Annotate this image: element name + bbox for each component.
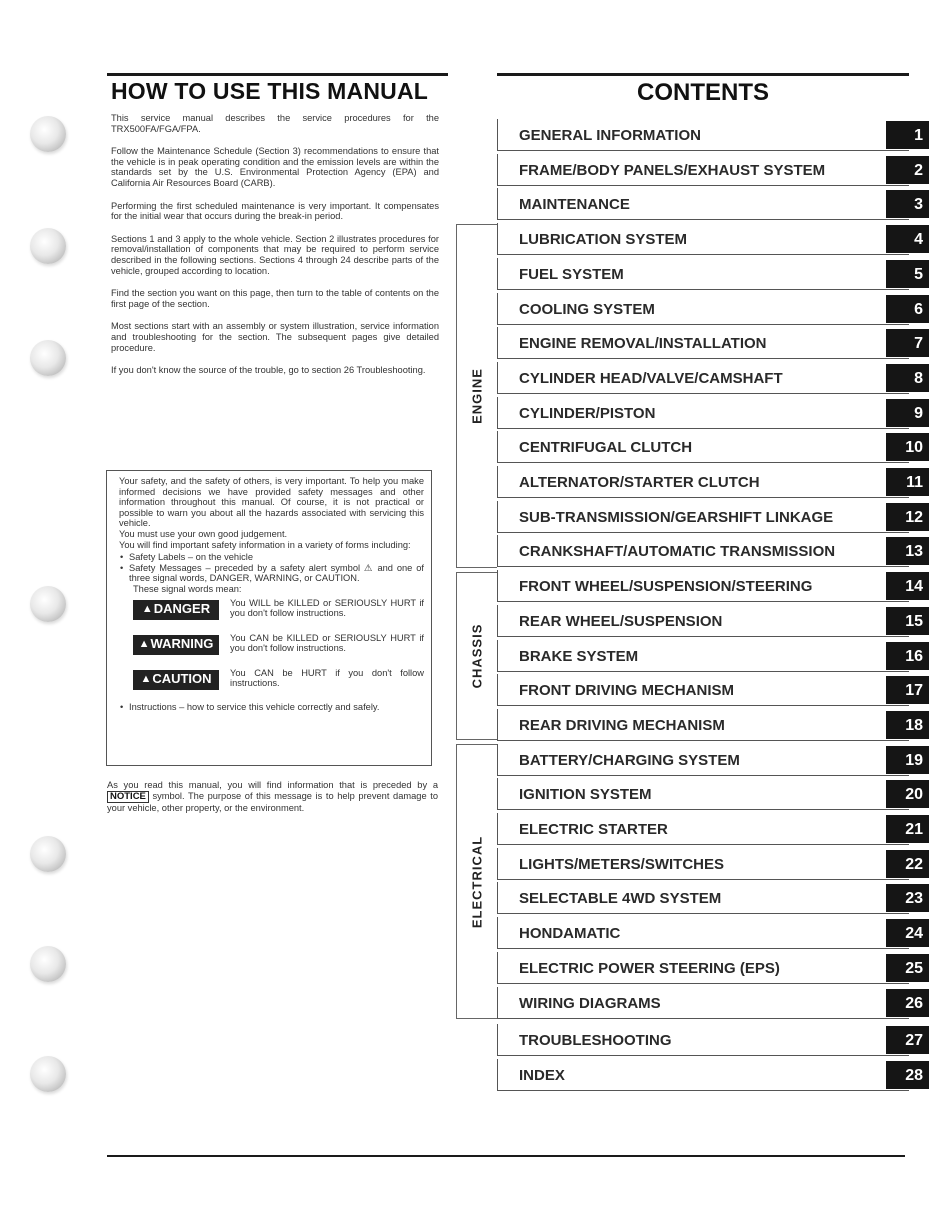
section-tab[interactable]: 11: [886, 468, 929, 496]
section-tab[interactable]: 24: [886, 919, 929, 947]
section-tab[interactable]: 16: [886, 642, 929, 670]
contents-row-label: CYLINDER/PISTON: [519, 405, 656, 422]
caution-word: CAUTION: [152, 671, 212, 687]
contents-row[interactable]: [497, 431, 909, 463]
contents-row[interactable]: [497, 987, 909, 1019]
notice-paragraph: [107, 780, 438, 814]
contents-row-label: CENTRIFUGAL CLUTCH: [519, 439, 693, 456]
danger-description: You WILL be KILLED or SERIOUSLY HURT if you don't follow instructions.: [230, 597, 424, 619]
contents-row-label: FRAME/BODY PANELS/EXHAUST SYSTEM: [519, 162, 826, 179]
contents-row[interactable]: [497, 397, 909, 429]
contents-row-label: ALTERNATOR/STARTER CLUTCH: [519, 474, 760, 491]
section-tab[interactable]: 25: [886, 954, 929, 982]
notice-text-before: As you read this manual, you will find information that is preceded by a: [107, 780, 438, 790]
contents-row-label: LUBRICATION SYSTEM: [519, 231, 688, 248]
group-electrical-label: ELECTRICAL: [469, 835, 485, 928]
contents-row-label: MAINTENANCE: [519, 196, 630, 213]
section-tab[interactable]: 13: [886, 537, 929, 565]
section-tab[interactable]: 6: [886, 295, 929, 323]
intro-paragraph: Follow the Maintenance Schedule (Section 3) recommendations to ensure that the vehicle is in peak operating condition and the emission levels are within the standards set by the U.S. Environmental Protection Agency (EPA) and California Air Resources Board (CARB).: [111, 146, 439, 188]
contents-row[interactable]: [497, 362, 909, 394]
contents-row[interactable]: [497, 535, 909, 567]
safety-forms-line: You will find important safety information in a variety of forms including:: [119, 539, 411, 550]
alert-triangle-icon: ▲: [140, 673, 152, 686]
section-tab[interactable]: 12: [886, 503, 929, 531]
warning-label: [133, 635, 219, 655]
contents-row[interactable]: [497, 709, 909, 741]
binder-hole: [30, 340, 66, 376]
section-tab[interactable]: 26: [886, 989, 929, 1017]
contents-row-label: SUB-TRANSMISSION/GEARSHIFT LINKAGE: [519, 509, 834, 526]
section-tab[interactable]: 20: [886, 780, 929, 808]
intro-paragraph: If you don't know the source of the trouble, go to section 26 Troubleshooting.: [111, 365, 426, 376]
notice-tag: NOTICE: [107, 791, 149, 803]
safety-bullet-messages: • Safety Messages – preceded by a safety alert symbol ⚠ and one of three signal words, DANGER, WARNING, or CAUTION.: [129, 563, 424, 584]
section-tab[interactable]: 22: [886, 850, 929, 878]
contents-row[interactable]: [497, 223, 909, 255]
contents-row[interactable]: [497, 154, 909, 186]
intro-paragraph: Find the section you want on this page, then turn to the table of contents on the first page of the section.: [111, 288, 439, 309]
warning-word: WARNING: [150, 636, 214, 652]
section-tab[interactable]: 17: [886, 676, 929, 704]
contents-row-label: BATTERY/CHARGING SYSTEM: [519, 752, 740, 769]
contents-row-label: ELECTRIC STARTER: [519, 821, 668, 838]
intro-paragraph: Performing the first scheduled maintenance is very important. It compensates for the initial wear that occurs during the break-in period.: [111, 200, 439, 222]
contents-row-label: HONDAMATIC: [519, 925, 621, 942]
contents-row[interactable]: [497, 640, 909, 672]
contents-row[interactable]: [497, 570, 909, 602]
warning-description: You CAN be KILLED or SERIOUSLY HURT if you don't follow instructions.: [230, 632, 424, 654]
contents-title: CONTENTS: [637, 79, 769, 106]
safety-judgement-line: You must use your own good judgement.: [119, 528, 288, 539]
binder-hole: [30, 946, 66, 982]
bottom-rule: [107, 1155, 905, 1157]
caution-label: [133, 670, 219, 690]
binder-hole: [30, 116, 66, 152]
safety-list: [119, 552, 424, 584]
section-tab[interactable]: 9: [886, 399, 929, 427]
binder-hole: [30, 836, 66, 872]
group-electrical: [456, 744, 497, 1019]
contents-row[interactable]: [497, 188, 909, 220]
contents-row-label: FUEL SYSTEM: [519, 266, 624, 283]
contents-row[interactable]: [497, 119, 909, 151]
safety-box: [106, 470, 432, 766]
contents-row-label: COOLING SYSTEM: [519, 301, 655, 318]
contents-row-label: IGNITION SYSTEM: [519, 786, 652, 803]
signal-caution-row: [133, 668, 424, 700]
contents-row[interactable]: [497, 674, 909, 706]
contents-row[interactable]: [497, 778, 909, 810]
group-chassis-label: CHASSIS: [469, 623, 485, 689]
group-chassis: [456, 572, 497, 740]
contents-row-label: ENGINE REMOVAL/INSTALLATION: [519, 335, 767, 352]
contents-row[interactable]: [497, 466, 909, 498]
safety-bullet-labels: • Safety Labels – on the vehicle: [129, 552, 424, 563]
group-engine: [456, 224, 497, 568]
section-tab[interactable]: 21: [886, 815, 929, 843]
contents-row[interactable]: [497, 258, 909, 290]
contents-row-label: REAR DRIVING MECHANISM: [519, 717, 725, 734]
page-title: HOW TO USE THIS MANUAL: [111, 78, 429, 104]
section-tab[interactable]: 3: [886, 190, 929, 218]
caution-description: You CAN be HURT if you don't follow instructions.: [230, 667, 424, 689]
contents-row-label: FRONT WHEEL/SUSPENSION/STEERING: [519, 578, 813, 595]
signal-warning-row: [133, 633, 424, 665]
group-engine-label: ENGINE: [469, 368, 485, 424]
safety-list-instructions: [119, 702, 424, 713]
contents-row-label: FRONT DRIVING MECHANISM: [519, 682, 734, 699]
safety-paragraph: Your safety, and the safety of others, is very important. To help you make informed decisions we have provided safety messages and other information throughout this manual. Of course, it is not practical or possible to warn you about all the hazards associated with servicing this vehicle.: [119, 476, 424, 529]
alert-triangle-icon: ▲: [138, 638, 150, 651]
section-tab[interactable]: 8: [886, 364, 929, 392]
contents-row-label: REAR WHEEL/SUSPENSION: [519, 613, 723, 630]
contents-row-label: CRANKSHAFT/AUTOMATIC TRANSMISSION: [519, 543, 836, 560]
contents-row[interactable]: [497, 917, 909, 949]
contents-row-label: TROUBLESHOOTING: [519, 1032, 672, 1049]
section-tab[interactable]: 28: [886, 1061, 929, 1089]
contents-row-label: BRAKE SYSTEM: [519, 648, 639, 665]
intro-paragraph: Most sections start with an assembly or system illustration, service information and troubleshooting for the section. The subsequent pages give detailed procedure.: [111, 321, 439, 353]
intro-text: [111, 113, 439, 388]
section-tab[interactable]: 15: [886, 607, 929, 635]
left-top-rule: [107, 73, 448, 76]
contents-row[interactable]: [497, 327, 909, 359]
section-tab[interactable]: 27: [886, 1026, 929, 1054]
contents-row[interactable]: [497, 501, 909, 533]
contents-row-label: CYLINDER HEAD/VALVE/CAMSHAFT: [519, 370, 783, 387]
contents-row-label: SELECTABLE 4WD SYSTEM: [519, 890, 722, 907]
section-tab[interactable]: 5: [886, 260, 929, 288]
intro-paragraph: This service manual describes the service procedures for the TRX500FA/FGA/FPA.: [111, 113, 439, 134]
binder-hole: [30, 1056, 66, 1092]
safety-bullet-instructions: • Instructions – how to service this vehicle correctly and safely.: [129, 702, 424, 713]
contents-row-label: ELECTRIC POWER STEERING (EPS): [519, 960, 780, 977]
contents-row-label: GENERAL INFORMATION: [519, 127, 701, 144]
section-tab[interactable]: 19: [886, 746, 929, 774]
contents-row[interactable]: [497, 952, 909, 984]
section-tab[interactable]: 23: [886, 884, 929, 912]
contents-row-label: INDEX: [519, 1067, 565, 1084]
contents-row[interactable]: [497, 744, 909, 776]
contents-row[interactable]: [497, 605, 909, 637]
contents-row[interactable]: [497, 1024, 909, 1056]
signal-danger-row: [133, 598, 424, 630]
contents-row-label: LIGHTS/METERS/SWITCHES: [519, 856, 725, 873]
binder-hole: [30, 228, 66, 264]
intro-paragraph: Sections 1 and 3 apply to the whole vehicle. Section 2 illustrates procedures for removal/installation of components that may be required to perform service described in the following sections. Sections 4 through 24 describe parts of the vehicle, grouped according to location.: [111, 233, 439, 276]
section-tab[interactable]: 1: [886, 121, 929, 149]
contents-row[interactable]: [497, 848, 909, 880]
right-top-rule: [497, 73, 909, 76]
alert-triangle-icon: ▲: [141, 603, 153, 616]
contents-row[interactable]: [497, 293, 909, 325]
section-tab[interactable]: 2: [886, 156, 929, 184]
contents-row[interactable]: [497, 1059, 909, 1091]
section-tab[interactable]: 14: [886, 572, 929, 600]
contents-row-label: WIRING DIAGRAMS: [519, 995, 661, 1012]
binder-hole: [30, 586, 66, 622]
signal-intro: These signal words mean:: [133, 583, 242, 594]
section-tab[interactable]: 4: [886, 225, 929, 253]
notice-text-after: symbol. The purpose of this message is to help prevent damage to your vehicle, other property, or the environment.: [107, 791, 438, 814]
danger-label: [133, 600, 219, 620]
section-tab[interactable]: 7: [886, 329, 929, 357]
danger-word: DANGER: [153, 601, 211, 617]
section-tab[interactable]: 18: [886, 711, 929, 739]
contents-row[interactable]: [497, 813, 909, 845]
section-tab[interactable]: 10: [886, 433, 929, 461]
contents-row[interactable]: [497, 882, 909, 914]
